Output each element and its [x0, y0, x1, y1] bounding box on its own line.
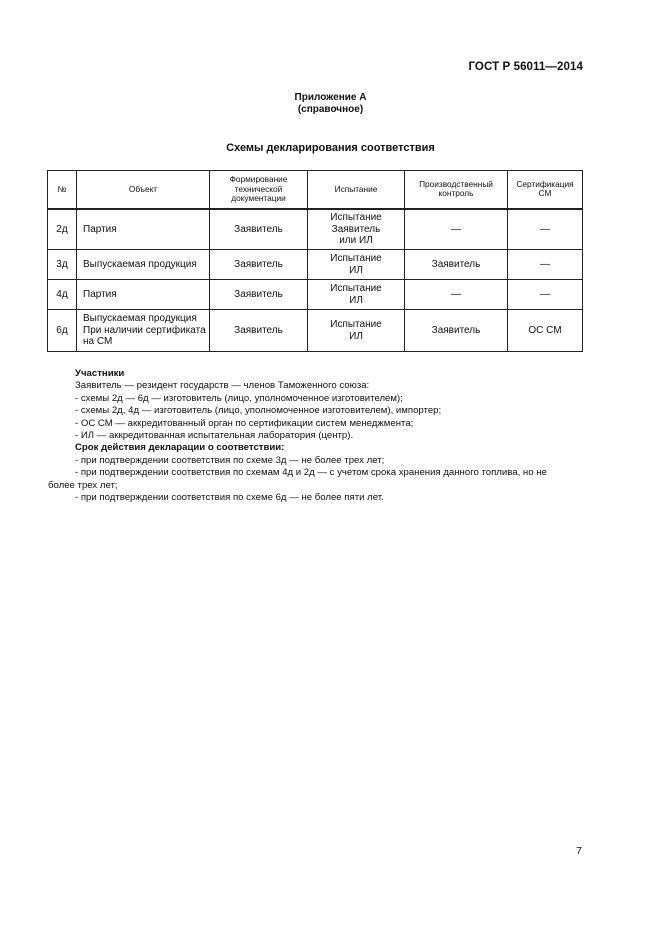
- table-header-row: [48, 171, 583, 209]
- table-row: [48, 209, 583, 250]
- table-row: [48, 250, 583, 280]
- annex-subtitle: (справочное): [297, 104, 364, 115]
- cell-test-text: Испытание ИЛ: [330, 283, 382, 306]
- cell-object: Партия: [77, 280, 210, 310]
- cell-doc: Заявитель: [210, 280, 308, 310]
- table-title: Схемы декларирования соответствия: [226, 142, 435, 154]
- validity-line: - при подтверждении соответствия по схеме 6д — не более пяти лет.: [75, 492, 384, 504]
- cell-object: Партия: [77, 209, 210, 250]
- cell-cert: —: [508, 209, 583, 250]
- schemes-table: [47, 170, 583, 352]
- cell-prod: Заявитель: [405, 250, 508, 280]
- table-row: [48, 280, 583, 310]
- col-header-test: Испытание: [308, 171, 405, 209]
- cell-prod: —: [405, 209, 508, 250]
- cell-test: [308, 280, 405, 310]
- cell-cert: ОС СМ: [508, 310, 583, 352]
- validity-line: - при подтверждении соответствия по схеме 3д — не более трех лет;: [75, 454, 385, 466]
- participant-line: - ОС СМ — аккредитованный орган по сертификации систем менеджмента;: [75, 417, 414, 429]
- participants-heading: Участники: [75, 368, 125, 379]
- validity-line: - при подтверждении соответствия по схемам 4д и 2д — с учетом срока хранения данного топлива, но не: [75, 467, 547, 479]
- annex-title: Приложение А: [294, 92, 367, 103]
- cell-prod: Заявитель: [405, 310, 508, 352]
- cell-prod: —: [405, 280, 508, 310]
- col-header-prod: Производственный контроль: [405, 171, 508, 209]
- cell-object: Выпускаемая продукция: [77, 250, 210, 280]
- participant-line: Заявитель — резидент государств — членов Таможенного союза:: [75, 380, 370, 392]
- cell-test-text: Испытание ИЛ: [330, 253, 382, 276]
- cell-test-text: Испытание ИЛ: [330, 319, 382, 342]
- cell-test: [308, 250, 405, 280]
- cell-num: 2д: [48, 209, 77, 250]
- cell-test: [308, 310, 405, 352]
- participant-line: - схемы 2д — 6д — изготовитель (лицо, уполномоченное изготовителем);: [75, 392, 403, 404]
- cell-object: Выпускаемая продукция При наличии сертификата на СМ: [77, 310, 210, 352]
- cell-test-text: Испытание Заявитель или ИЛ: [330, 212, 382, 246]
- participant-line: - ИЛ — аккредитованная испытательная лаборатория (центр).: [75, 430, 354, 442]
- col-header-cert: Сертификация СМ: [508, 171, 583, 209]
- annex-heading: [0, 92, 661, 116]
- cell-num: 3д: [48, 250, 77, 280]
- notes-section: [48, 368, 583, 504]
- cell-cert: —: [508, 280, 583, 310]
- validity-heading: Срок действия декларации о соответствии:: [75, 442, 285, 454]
- cell-test: [308, 209, 405, 250]
- col-header-object: Объект: [77, 171, 210, 209]
- cell-doc: Заявитель: [210, 250, 308, 280]
- col-header-doc: Формирование технической документации: [210, 171, 308, 209]
- col-header-num: №: [48, 171, 77, 209]
- cell-num: 4д: [48, 280, 77, 310]
- participant-line: - схемы 2д, 4д — изготовитель (лицо, уполномоченное изготовителем), импортер;: [75, 405, 442, 417]
- validity-line-wrap: более трех лет;: [48, 479, 118, 491]
- cell-num: 6д: [48, 310, 77, 352]
- document-id: ГОСТ Р 56011—2014: [468, 61, 583, 73]
- page-number: 7: [576, 845, 582, 857]
- cell-cert: —: [508, 250, 583, 280]
- cell-doc: Заявитель: [210, 310, 308, 352]
- cell-doc: Заявитель: [210, 209, 308, 250]
- table-row: [48, 310, 583, 352]
